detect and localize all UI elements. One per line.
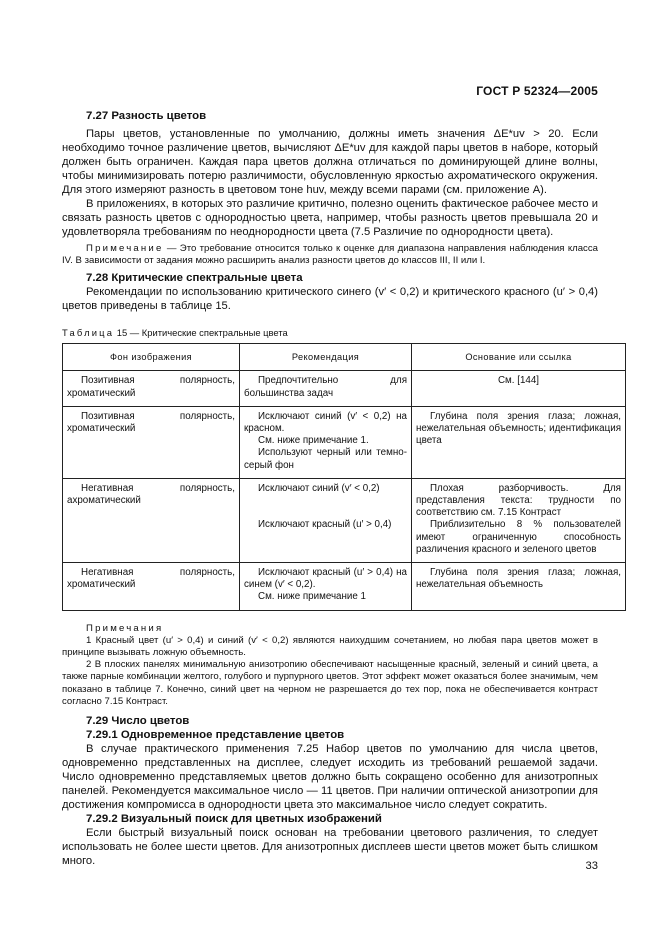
recommendation-line: См. ниже примечание 1. — [258, 435, 369, 447]
reference-line: См. [144] — [497, 375, 540, 387]
section-7-27-title: 7.27 Разность цветов — [86, 110, 207, 122]
section-7-29-1-paragraph: В случае практического применения 7.25 Набор цветов по умолчанию для числа цветов, одновременно представленных на дисплее, следует исходить из требований решаемой задачи. Число одновременно представляемых цветов должно быть сокращено особенно для анизотропных панелей. Рекомендуется максимальное число — 11 цветов. При наличии оптической анизотропии для достижения компромисса в однородности цвета это максимальное число следует сократить. — [62, 743, 598, 812]
section-7-27-note — [62, 243, 598, 267]
table-cell-recommendation — [240, 406, 412, 478]
notes-title: Примечания — [86, 622, 164, 634]
section-7-27-paragraph-1: Пары цветов, установленные по умолчанию, должны иметь значения ΔE*uv > 20. Если необходимо точное различение цветов, вычисляют ΔE*uv для каждой пары цветов в наборе, который должен быть ограничен. Каждая пара цветов должна отличаться по доминирующей длине волны, чтобы минимизировать потерю различимости, обусловленную яркостью ахроматического окружения. Для этого измеряют разность в цветовом тоне huv, между всеми парами (см. приложение А). — [62, 128, 598, 196]
table-header-row — [63, 344, 626, 371]
table-cell-reference — [412, 371, 626, 406]
section-7-29-2-paragraph: Если быстрый визуальный поиск основан на требовании цветового различения, то следует использовать не более шести цветов. Для анизотропных дисплеев шести цветов может быть слишком много. — [62, 827, 598, 868]
table-caption-text: 15 — Критические спектральные цвета — [114, 327, 288, 339]
recommendation-line: Предпочтительно для большинства задач — [244, 375, 407, 399]
table-cell-background: Позитивная полярность, хроматический — [63, 406, 240, 478]
table-cell-reference — [412, 478, 626, 562]
table-cell-background: Негативная полярность, ахроматический — [63, 478, 240, 562]
recommendation-line: Исключают синий (v′ < 0,2) на красном. — [244, 410, 407, 435]
table-header-cell: Фон изображения — [63, 344, 240, 371]
table-header-cell: Основание или ссылка — [412, 344, 626, 371]
section-7-27-paragraph-2: В приложениях, в которых это различие критично, полезно оценить фактическое рабочее место и связать разность цветов с однородностью цвета, например, чтобы разность цветов превышала 20 и удовлетворяла требованиям по неоднородности цвета (7.5 Различие по однородности цвета). — [62, 198, 598, 238]
note-text: — Это требование относится только к оценке для диапазона направления наблюдения класса IV. В зависимости от задания можно расширить анализ разности цветов до классов III, II или I. — [62, 243, 598, 267]
table-row — [63, 406, 626, 478]
table-cell-reference — [412, 406, 626, 478]
table-cell-recommendation — [240, 478, 412, 562]
reference-line: Приблизительно 8 % пользователей имеют ограниченную способность различения красного и зеленого цветов — [416, 519, 621, 555]
page-number: 33 — [585, 860, 598, 872]
table-15 — [62, 343, 626, 610]
section-7-29-title: 7.29 Число цветов — [86, 715, 190, 728]
recommendation-line: См. ниже примечание 1 — [258, 591, 367, 603]
section-7-28-paragraph: Рекомендации по использованию критического синего (v′ < 0,2) и критического красного (u′ > 0,4) цветов приведены в таблице 15. — [62, 286, 598, 313]
table-cell-background: Позитивная полярность, хроматический — [63, 371, 240, 406]
table-cell-background: Негативная полярность, хроматический — [63, 563, 240, 611]
note-label: Примечание — [86, 243, 164, 254]
reference-line: Глубина поля зрения глаза; ложная, нежелательная объемность — [416, 567, 621, 591]
reference-line: Глубина поля зрения глаза; ложная, нежелательная объемность; идентификация цвета — [416, 410, 621, 447]
table-row — [63, 563, 626, 611]
reference-line: Плохая разборчивость. Для представления текста: трудности по соответствию см. 7.15 Контраст — [416, 482, 621, 519]
table-caption — [62, 327, 598, 339]
section-7-29-1-title: 7.29.1 Одновременное представление цветов — [86, 729, 345, 742]
recommendation-line: Исключают красный (u′ > 0,4) — [258, 519, 392, 531]
table-caption-label: Таблица — [62, 327, 115, 339]
recommendation-line: Исключают синий (v′ < 0,2) — [258, 482, 380, 494]
note-1: 1 Красный цвет (u′ > 0,4) и синий (v′ < 0,2) являются наихудшим сочетанием, но любая пара цветов может в принципе вызывать ложную объемность. — [62, 634, 598, 659]
section-7-29-2-title: 7.29.2 Визуальный поиск для цветных изображений — [86, 813, 382, 826]
recommendation-line: Используют черный или темно-серый фон — [244, 447, 407, 471]
page-content — [62, 109, 621, 868]
note-2: 2 В плоских панелях минимальную анизотропию обеспечивают насыщенные красный, зеленый и синий цвета, а также парные комбинации желтого, голубого и пурпурного цветов. Этот эффект может оказаться более значимым, чем показано в таблице 7. Конечно, синий цвет на черном не разрешается до тех пор, пока не обеспечивается контраст согласно 7.15 Контраст. — [62, 659, 598, 707]
table-notes — [62, 623, 598, 708]
table-cell-reference — [412, 563, 626, 611]
table-cell-recommendation — [240, 563, 412, 611]
table-header-cell: Рекомендация — [240, 344, 412, 371]
section-7-28-title: 7.28 Критические спектральные цвета — [86, 272, 303, 285]
document-header: ГОСТ Р 52324—2005 — [476, 84, 598, 98]
table-cell-recommendation — [240, 371, 412, 406]
table-row — [63, 371, 626, 406]
table-row — [63, 478, 626, 562]
recommendation-line: Исключают красный (u′ > 0,4) на синем (v′ < 0,2). — [244, 567, 407, 591]
